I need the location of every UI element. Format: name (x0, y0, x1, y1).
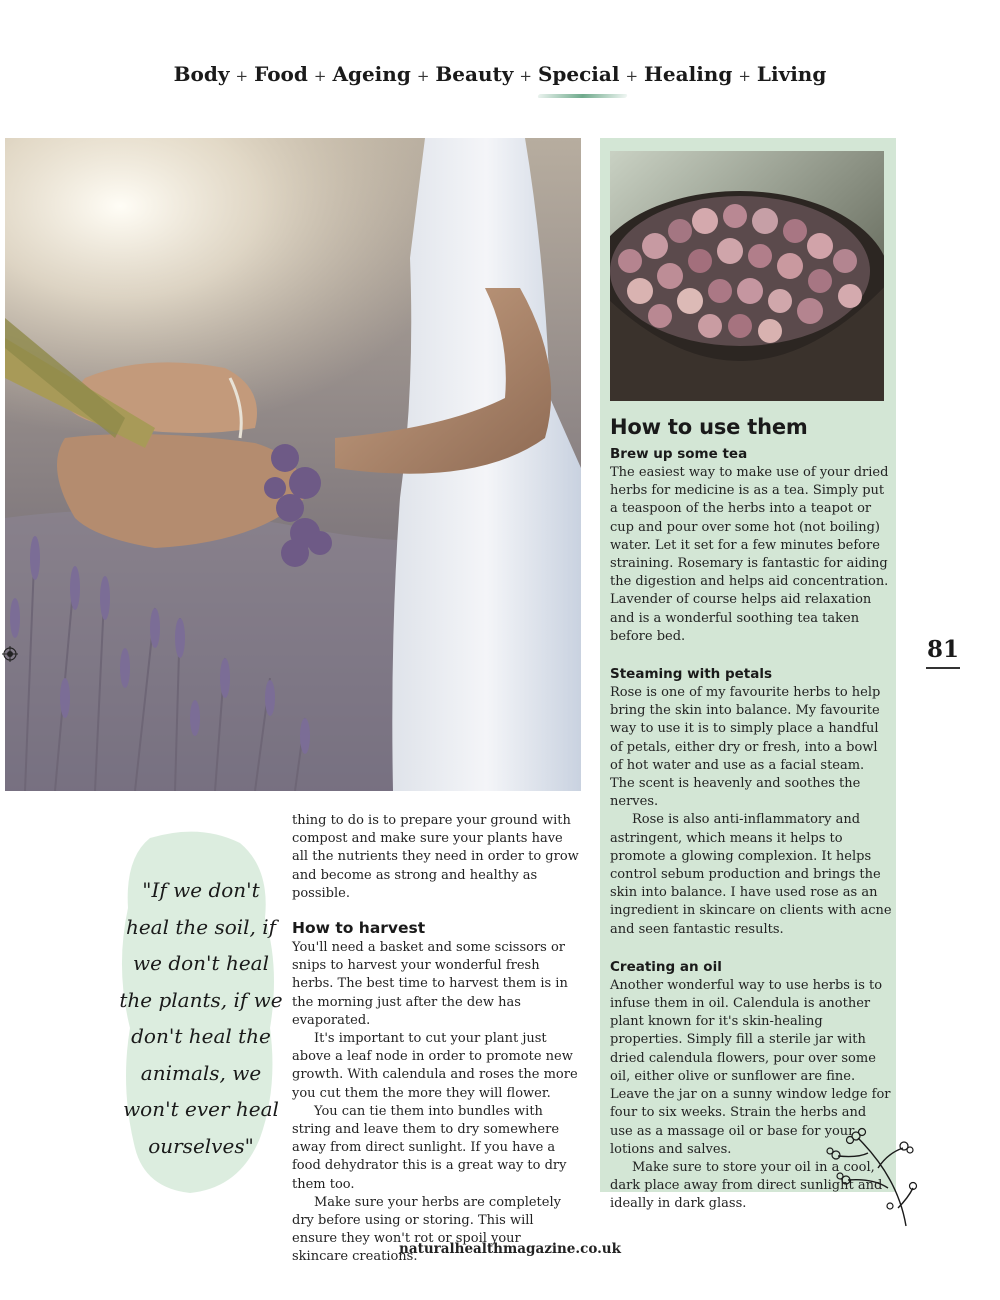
nav-separator: + (235, 67, 249, 85)
page-number: 81 (926, 636, 959, 663)
harvest-paragraph-2: It's important to cut your plant just above a leaf node in order to promote new growth. With calendula and roses the more you cut them the more they will flower. (292, 1031, 578, 1101)
herb-sprig-icon (818, 1118, 918, 1228)
nav-item-beauty[interactable]: Beauty (435, 62, 514, 86)
page-number-rule (926, 667, 960, 669)
pull-quote: "If we don't heal the soil, if we don't heal the plants, if we don't heal the animals, we won't ever heal ourselves" (119, 878, 283, 1158)
nav-item-food[interactable]: Food (254, 62, 308, 86)
section-nav (0, 62, 1000, 86)
nav-item-ageing[interactable]: Ageing (332, 62, 411, 86)
body-column (292, 812, 580, 1267)
nav-item-body[interactable]: Body (173, 62, 230, 86)
harvest-paragraph-4: Make sure your herbs are completely dry before using or storing. This will ensure they won't rot or spoil your skincare creations. (292, 1194, 561, 1265)
nav-separator: + (416, 67, 430, 85)
footer-url[interactable]: naturalhealthmagazine.co.uk (399, 1241, 621, 1257)
steaming-paragraph-2: Rose is also anti-inflammatory and astringent, which means it helps to promote a glowing complexion. It helps control sebum production and brings the skin into balance. I have used rose as an ingredient in skincare on clients with acne and seen fantastic results. (610, 812, 892, 937)
section-title-steaming: Steaming with petals (610, 666, 773, 683)
intro-paragraph: thing to do is to prepare your ground with compost and make sure your plants have all the nutrients they need in order to grow and become as strong and healthy as possible. (292, 813, 579, 901)
oil-paragraph-1: Another wonderful way to use herbs is to infuse them in oil. Calendula is another plant known for it's skin-healing properties. Simply fill a sterile jar with dried calendula flowers, pour over some oil, either olive or sunflower are fine. Leave the jar on a sunny window ledge for four to six weeks. Strain the herbs and use as a massage oil or base for your lotions and salves. (610, 977, 891, 1157)
nav-item-living[interactable]: Living (756, 62, 827, 86)
section-title-oil: Creating an oil (610, 958, 722, 975)
nav-separator: + (313, 67, 327, 85)
nav-separator: + (625, 67, 639, 85)
lavender-field-photo (5, 138, 581, 791)
oil-paragraph-2: Make sure to store your oil in a cool, dark place away from direct sunlight and ideally in dark glass. (610, 1159, 883, 1212)
section-title-tea: Brew up some tea (610, 446, 748, 462)
nav-separator: + (519, 67, 532, 85)
rose-buds-bowl-photo (610, 151, 884, 401)
steaming-paragraph-1: Rose is one of my favourite herbs to help bring the skin into balance. My favourite way to use it is to simply place a handful of petals, either dry or fresh, into a bowl of hot water and use as a facial steam. The scent is heavenly and soothes the nerves. (610, 685, 881, 810)
harvest-paragraph-1: You'll need a basket and some scissors or snips to harvest your wonderful fresh herbs. The best time to harvest them is in the morning just after the dew has evaporated. (292, 940, 568, 1028)
harvest-heading: How to harvest (292, 919, 426, 938)
nav-item-special[interactable]: Special (537, 62, 620, 86)
registration-mark-icon (2, 646, 18, 662)
harvest-paragraph-3: You can tie them into bundles with string and leave them to dry somewhere away from direct sunlight. If you have a food dehydrator this is a great way to dry them too. (292, 1103, 567, 1192)
nav-separator: + (738, 67, 751, 85)
tea-paragraph: The easiest way to make use of your dried herbs for medicine is as a tea. Simply put a teaspoon of the herbs into a teapot or cup and pour over some hot (not boiling) water. Let it set for a few minutes before straining. Rosemary is fantastic for aiding the digestion and helps aid concentration. Lavender of course helps aid relaxation and is a wonderful soothing tea taken before bed. (610, 465, 889, 644)
nav-item-healing[interactable]: Healing (644, 62, 733, 86)
sidebar-heading: How to use them (610, 415, 808, 439)
how-to-use-them-article (610, 412, 892, 1214)
